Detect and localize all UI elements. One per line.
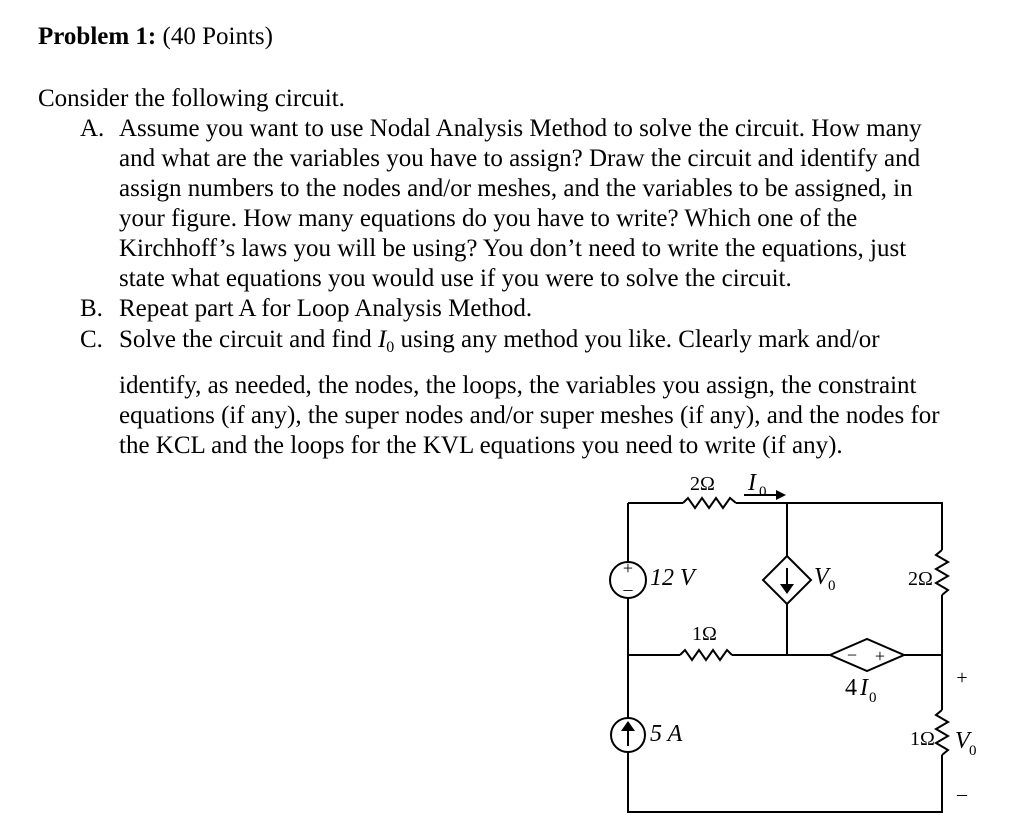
top-resistor (683, 498, 736, 508)
output-sub: 0 (969, 743, 977, 759)
part-c-line: the KCL and the loops for the KVL equations you need to write (if any). (119, 432, 843, 459)
current-label: I (748, 470, 756, 496)
part-c-io-var: I (377, 326, 387, 353)
right-bottom-resistor-label: 1Ω (910, 728, 935, 750)
part-b-marker: B. (80, 295, 103, 322)
mid-resistor (680, 650, 732, 660)
problem-intro: Consider the following circuit. (38, 85, 345, 112)
dep-voltage-source-diamond (830, 639, 904, 671)
part-a-line: and what are the variables you have to assign? Draw the circuit and identify and (119, 145, 921, 172)
part-b-line: Repeat part A for Loop Analysis Method. (119, 295, 533, 322)
top-resistor-label: 2Ω (690, 473, 715, 495)
right-top-resistor-label: 2Ω (908, 568, 933, 590)
part-a-marker: A. (80, 115, 105, 142)
voltage-source-plus: + (622, 558, 634, 578)
current-source-label: 5 A (650, 721, 683, 747)
dep-current-source-sub: 0 (828, 578, 836, 594)
output-var: V (955, 728, 970, 754)
wire (736, 503, 942, 550)
dep-voltage-gain: 4 (845, 675, 857, 701)
dep-voltage-plus: + (874, 646, 886, 666)
problem-heading: Problem 1: (38, 23, 157, 50)
part-c-first-post: using any method you like. Clearly mark and/or (400, 326, 880, 353)
right-bottom-resistor (936, 710, 948, 755)
part-a-line: your figure. How many equations do you have to write? Which one of the (119, 205, 858, 232)
voltage-source-minus: – (623, 579, 633, 599)
mid-resistor-label: 1Ω (692, 623, 717, 645)
part-c-line: identify, as needed, the nodes, the loops, the variables you assign, the constraint (119, 372, 917, 399)
part-a-line: assign numbers to the nodes and/or meshes, and the variables to be assigned, in (119, 175, 913, 202)
voltage-source-label: 12 V (650, 565, 695, 591)
dep-voltage-minus: − (846, 645, 858, 665)
part-c-first-pre: Solve the circuit and find (119, 326, 372, 353)
current-sub: 0 (759, 484, 767, 500)
part-a-line: Kirchhoff’s laws you will be using? You don’t need to write the equations, just (119, 235, 907, 262)
part-a-line: Assume you want to use Nodal Analysis Method to solve the circuit. How many (119, 115, 922, 142)
dep-current-source-var: V (814, 564, 829, 590)
part-c-io-sub: 0 (386, 339, 395, 356)
dep-voltage-sub: 0 (869, 690, 877, 706)
right-top-resistor (936, 550, 948, 595)
part-c-line: equations (if any), the super nodes and/or super meshes (if any), and the nodes for (119, 402, 940, 429)
dep-voltage-var: I (860, 675, 868, 701)
part-a-line: state what equations you would use if you were to solve the circuit. (119, 265, 792, 292)
part-c-marker: C. (80, 326, 103, 353)
output-plus: + (956, 667, 968, 689)
wire (628, 752, 942, 812)
current-arrow-head (776, 490, 786, 500)
problem-points: (40 Points) (162, 23, 273, 50)
output-minus: – (957, 783, 967, 805)
